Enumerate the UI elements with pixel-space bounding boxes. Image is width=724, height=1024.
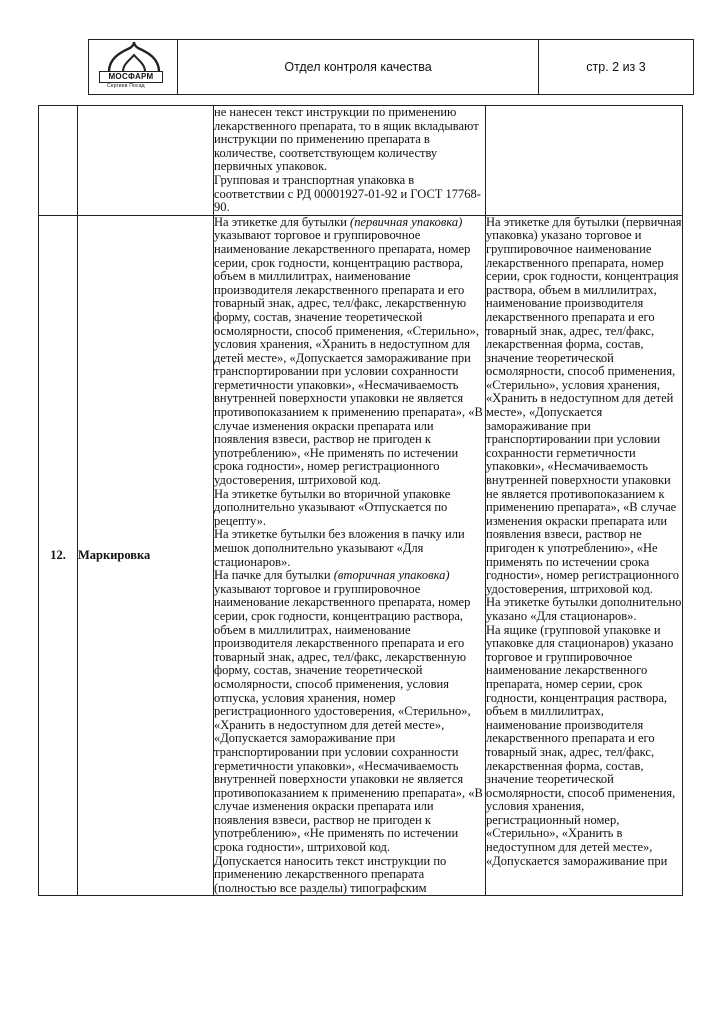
requirement-paragraph: На пачке для бутылки (вторичная упаковка) указывают торговое и группировочное наименование лекарственного препарата, номер серии, срок годности, концентрацию раствора, объем в миллилитрах, наименование производителя лекарственного препарата и его товарный знак, адрес, тел/факс, лекарственную форму, состав, значение теоретической осмолярности, способ применения, условия отпуска, условия хранения, номер регистрационного удостоверения, «Стерильно», «Хранить в недоступном для детей месте», «Допускается замораживание при транспортировании при условии сохранности герметичности упаковки», «Несмачиваемость внутренней поверхности упаковки не является противопоказанием к применению препарата», «В случае изменения окраски препарата или появления взвеси, раствор не пригоден к употреблению», «Не применять по истечении срока годности», штриховой код. — [214, 568, 483, 855]
result-cell — [486, 215, 683, 896]
result-paragraph: На этикетке для бутылки (первичная упаковка) указано торговое и группировочное наименование лекарственного препарата, номер серии, срок годности, концентрация раствора, объем в миллилитрах, наименование производителя лекарственного препарата и его товарный знак, адрес, тел/факс, лекарственная форма, состав, значение теоретической осмолярности, способ применения, «Стерильно», условия хранения, «Хранить в недоступном для детей месте», «Допускается замораживание при транспортировании при условии сохранности герметичности упаковки», «Несмачиваемость внутренней поверхности упаковки не является противопоказанием к применению препарата», «В случае изменения окраски препарата или появления взвеси, раствор не пригоден к употреблению», «Не применять по истечении срока годности», номер регистрационного удостоверения, штриховой код. — [486, 214, 682, 596]
page-number: стр. 2 из 3 — [586, 60, 646, 74]
result-paragraph: На этикетке бутылки дополнительно указано «Для стационаров». — [486, 595, 682, 623]
requirement-cell — [214, 215, 486, 896]
requirement-paragraph: На этикетке бутылки во вторичной упаковке дополнительно указывают «Отпускается по рецепту». — [214, 486, 451, 528]
company-logo — [89, 40, 178, 94]
document-header — [88, 39, 694, 95]
department-title: Отдел контроля качества — [178, 40, 539, 94]
logo-subtitle: Сергиев Посад — [107, 83, 145, 89]
result-paragraph: На ящике (групповой упаковке и упаковке для стационаров) указано торговое и группировочное наименование лекарственного препарата, номер серии, срок годности, концентрация раствора, объем в миллилитрах, наименование производителя лекарственного препарата и его товарный знак, адрес, тел/факс, лекарственная форма, состав, значение теоретической осмолярности, способ применения, условия хранения, регистрационный номер, «Стерильно», «Хранить в недоступном для детей месте», «Допускается замораживание при — [486, 622, 676, 868]
table-row — [39, 215, 683, 896]
logo-wordmark: МОСФАРМ — [99, 71, 163, 83]
row-number: 12. — [39, 215, 78, 896]
requirement-paragraph: На этикетке бутылки без вложения в пачку или мешок дополнительно указывают «Для стационаров». — [214, 527, 465, 569]
requirement-paragraph: Допускается наносить текст инструкции по применению лекарственного препарата (полностью все разделы) типографским — [214, 853, 447, 895]
table-row — [39, 106, 683, 216]
dome-logo-icon — [97, 42, 167, 72]
result-cell — [486, 106, 683, 216]
specification-table — [38, 105, 683, 896]
requirement-cell — [214, 106, 486, 216]
row-label: Маркировка — [78, 215, 214, 896]
requirement-paragraph: На этикетке для бутылки (первичная упаковка) указывают торговое и группировочное наименование лекарственного препарата, номер серии, срок годности, концентрацию раствора, объем в миллилитрах, наименование производителя лекарственного препарата и его товарный знак, адрес, тел/факс, лекарственную форму, состав, значение теоретической осмолярности, способ применения, «Стерильно», условия хранения, «Хранить в недоступном для детей месте», «Допускается замораживание при транспортировании при условии сохранности герметичности упаковки», «Несмачиваемость внутренней поверхности упаковки не является противопоказанием к применению препарата», «В случае изменения окраски препарата или появления взвеси, раствор не пригоден к употреблению», «Не применять по истечении срока годности», номер регистрационного удостоверения, штриховой код. — [214, 214, 483, 488]
requirement-paragraph: не нанесен текст инструкции по применению лекарственного препарата, то в ящик вкладывают инструкции по применению препарата в количестве, соответствующем количеству первичных упаковок. — [214, 105, 479, 174]
row-label — [78, 106, 214, 216]
row-number — [39, 106, 78, 216]
requirement-paragraph: Групповая и транспортная упаковка в соответствии с РД 00001927-01-92 и ГОСТ 17768-90. — [214, 172, 481, 215]
